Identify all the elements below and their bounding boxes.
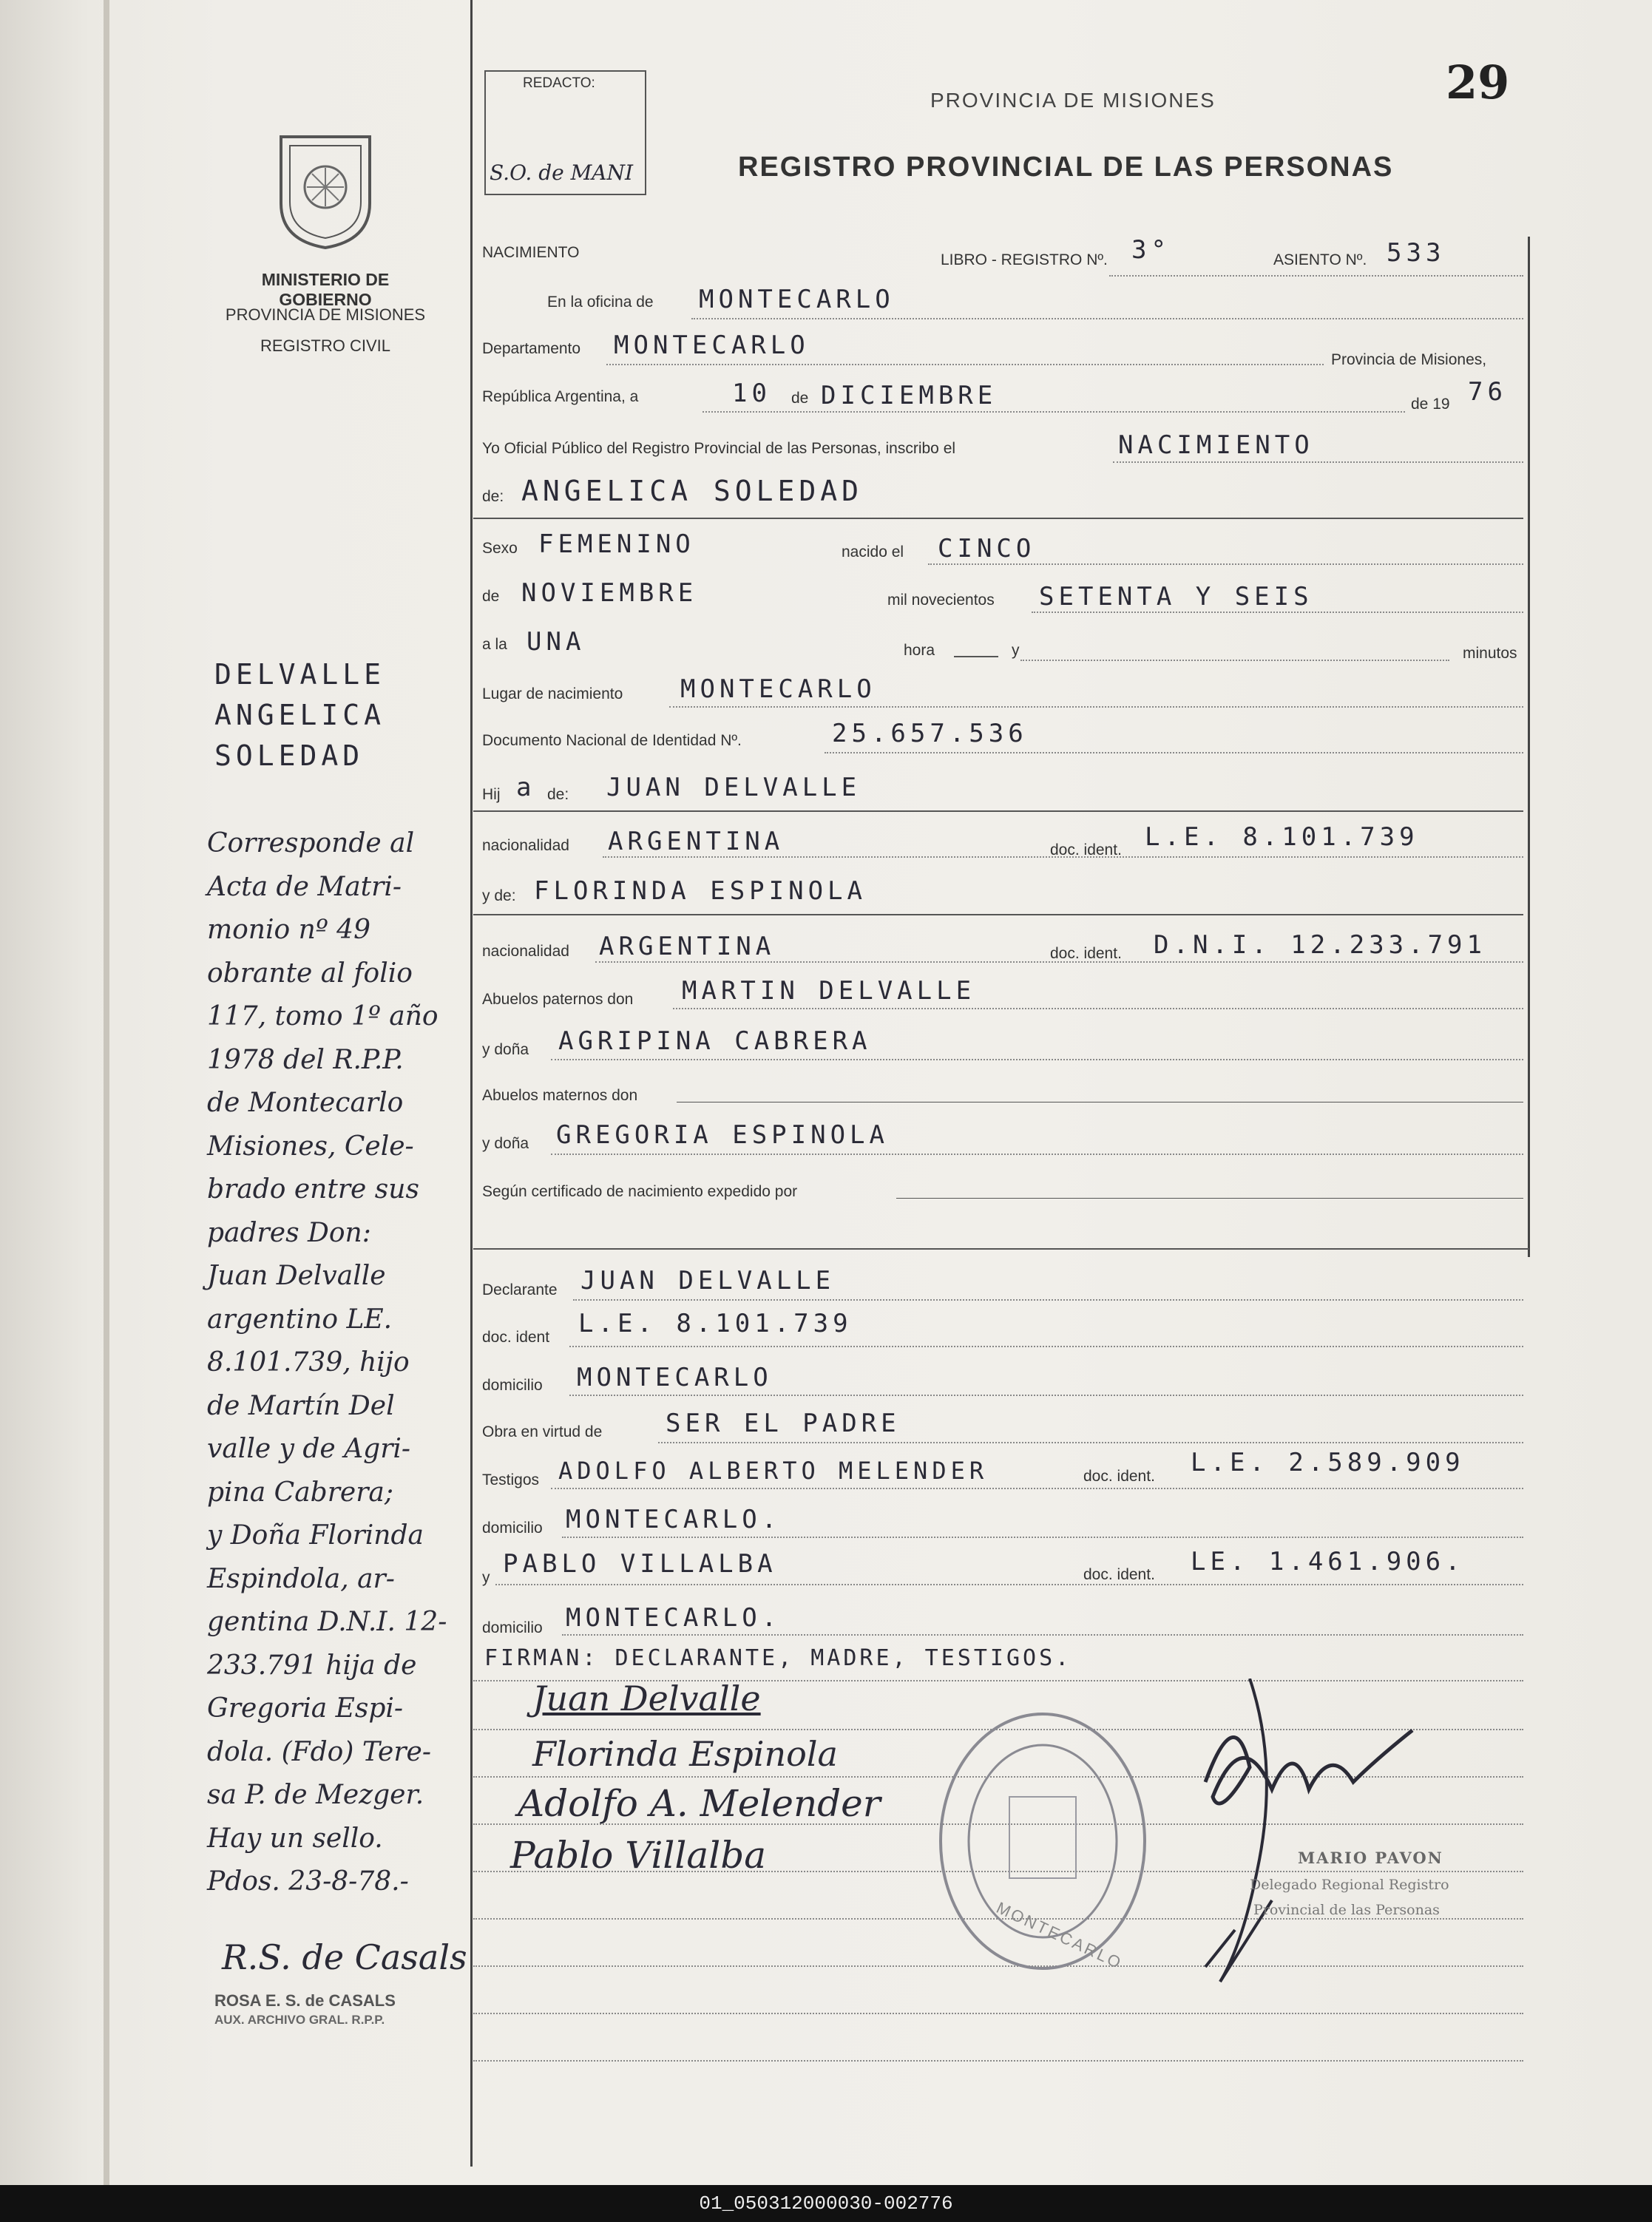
lugar-label: Lugar de nacimiento — [482, 685, 623, 702]
mil-label: mil novecientos — [887, 592, 995, 609]
nac1-label: nacionalidad — [482, 837, 569, 854]
dotted-line — [658, 1442, 1523, 1443]
nac2-value: ARGENTINA — [599, 932, 776, 961]
doc1-value: L.E. 8.101.739 — [1145, 822, 1419, 852]
doct2-label: doc. ident. — [1083, 1566, 1155, 1583]
doct1-value: L.E. 2.589.909 — [1191, 1448, 1465, 1477]
docdecl-label: doc. ident — [482, 1329, 550, 1346]
nac2-label: nacionalidad — [482, 943, 569, 960]
mes-value: DICIEMBRE — [821, 381, 998, 410]
y2-label: y — [482, 1569, 490, 1586]
mes-nac-label: de — [482, 588, 500, 605]
domicilio2-label: domicilio — [482, 1520, 543, 1537]
dotted-line — [551, 1059, 1523, 1060]
nac1-value: ARGENTINA — [608, 827, 785, 856]
dotted-line — [1020, 660, 1449, 661]
dni-label: Documento Nacional de Identidad Nº. — [482, 732, 742, 749]
declarante-label: Declarante — [482, 1281, 558, 1298]
de-label: de — [791, 390, 809, 407]
madre-value: FLORINDA ESPINOLA — [534, 876, 867, 906]
dni-value: 25.657.536 — [832, 719, 1028, 748]
dotted-line — [703, 411, 1405, 413]
hij-label: Hij — [482, 786, 501, 803]
signature-declarante: Juan Delvalle — [532, 1679, 761, 1718]
side-note-line: monio nº 49 — [207, 915, 370, 945]
official-title-2: Provincial de las Personas — [1253, 1902, 1440, 1918]
anio-value: 76 — [1468, 377, 1507, 407]
sexo-label: Sexo — [482, 540, 518, 557]
libro-value: 3° — [1131, 235, 1171, 265]
dotted-line — [1032, 612, 1523, 613]
side-note-line: Espindola, ar- — [207, 1563, 395, 1594]
dotted-line — [573, 1299, 1523, 1301]
yde-label: y de: — [482, 887, 516, 904]
side-note-line: Pdos. 23-8-78.- — [207, 1866, 409, 1897]
firman-value: FIRMAN: DECLARANTE, MADRE, TESTIGOS. — [484, 1645, 1072, 1671]
official-signature-icon — [1191, 1679, 1442, 1989]
ministry-name: MINISTERIO DE GOBIERNO — [261, 270, 390, 309]
side-note-line: padres Don: — [207, 1217, 371, 1248]
nombre-value: ANGELICA SOLEDAD — [521, 475, 864, 507]
signature-testigo2: Pablo Villalba — [510, 1834, 767, 1877]
section-rule — [473, 914, 1523, 915]
dotted-line — [606, 364, 1324, 365]
side-name-line-2: ANGELICA — [214, 699, 386, 731]
oficial-label: Yo Oficial Público del Registro Provincial de las Personas, inscribo el — [482, 440, 956, 457]
right-margin-rule — [1528, 237, 1530, 1257]
dona1-label: y doña — [482, 1041, 529, 1058]
side-name-line-3: SOLEDAD — [214, 739, 365, 772]
domicilio3-label: domicilio — [482, 1619, 543, 1636]
page-number: 29 — [1446, 55, 1510, 109]
redacto-value: S.O. de MANI — [490, 160, 634, 185]
side-note-line: Hay un sello. — [207, 1823, 383, 1854]
side-note-line: Acta de Matri- — [207, 871, 402, 902]
hora-a-label: a la — [482, 636, 507, 653]
doct1-label: doc. ident. — [1083, 1468, 1155, 1485]
testigos-label: Testigos — [482, 1471, 540, 1488]
departamento-value: MONTECARLO — [614, 331, 810, 360]
mes-nac-value: NOVIEMBRE — [521, 578, 698, 608]
departamento-label: Departamento — [482, 340, 581, 357]
side-note-line: de Montecarlo — [207, 1088, 404, 1118]
libro-label: LIBRO - REGISTRO Nº. — [941, 251, 1108, 268]
side-note-line: 8.101.739, hijo — [207, 1347, 410, 1378]
dash-line — [954, 656, 998, 657]
abuelos-mat-label: Abuelos maternos don — [482, 1087, 638, 1104]
dotted-line — [569, 1346, 1523, 1347]
section-rule — [473, 1248, 1529, 1250]
official-title-1: Delegado Regional Registro — [1250, 1877, 1449, 1893]
hij-de-label: de: — [547, 786, 569, 803]
left-margin-rule — [470, 0, 473, 2167]
obra-label: Obra en virtud de — [482, 1423, 603, 1440]
nacido-label: nacido el — [842, 543, 904, 560]
dotted-line — [495, 1584, 1523, 1585]
dotted-line — [473, 2013, 1523, 2014]
dotted-line — [673, 1008, 1523, 1009]
hora-value: UNA — [527, 627, 586, 657]
asiento-value: 533 — [1387, 238, 1446, 268]
oficial-value: NACIMIENTO — [1118, 430, 1314, 460]
oficina-value: MONTECARLO — [699, 285, 895, 314]
abuelo-pat-value: MARTIN DELVALLE — [682, 976, 976, 1006]
redacto-label: REDACTO: — [523, 75, 595, 91]
dotted-line — [551, 1488, 1523, 1489]
testigo1-value: ADOLFO ALBERTO MELENDER — [558, 1457, 989, 1485]
anio-label: de 19 — [1411, 396, 1450, 413]
record-type-label: NACIMIENTO — [482, 244, 580, 261]
dona2-label: y doña — [482, 1135, 529, 1152]
asiento-label: ASIENTO Nº. — [1273, 251, 1367, 268]
page-spine — [104, 0, 109, 2185]
dotted-line — [473, 2060, 1523, 2062]
registry-title: REGISTRO PROVINCIAL DE LAS PERSONAS — [738, 152, 1394, 183]
side-note-line: 117, tomo 1º año — [207, 1001, 439, 1032]
dotted-line — [603, 856, 1523, 858]
nacido-value: CINCO — [938, 534, 1036, 563]
domicilio2-value: MONTECARLO. — [566, 1505, 782, 1534]
side-note-line: Misiones, Cele- — [207, 1131, 414, 1162]
side-footer-name: ROSA E. S. de CASALS — [214, 1991, 396, 2010]
side-note-line: brado entre sus — [207, 1174, 419, 1205]
minutos-label: minutos — [1463, 645, 1517, 662]
domicilio1-label: domicilio — [482, 1377, 543, 1394]
declarante-value: JUAN DELVALLE — [580, 1266, 836, 1295]
lugar-value: MONTECARLO — [680, 674, 876, 704]
nombre-label: de: — [482, 488, 504, 505]
hora-label: hora — [904, 642, 935, 659]
province-heading: PROVINCIA DE MISIONES — [930, 89, 1216, 112]
dotted-line — [928, 563, 1523, 565]
dotted-line — [1113, 461, 1523, 463]
abuela-mat-value: GREGORIA ESPINOLA — [556, 1120, 889, 1150]
signature-testigo1: Adolfo A. Melender — [518, 1782, 881, 1825]
side-name-line-1: DELVALLE — [214, 658, 386, 691]
doc2-label: doc. ident. — [1050, 945, 1122, 962]
side-footer-signature: R.S. de Casals — [222, 1937, 467, 1977]
side-note-line: Gregoria Espi- — [207, 1693, 404, 1724]
doc1-label: doc. ident. — [1050, 841, 1122, 858]
side-note-line: 233.791 hija de — [207, 1650, 417, 1681]
section-rule — [473, 810, 1523, 812]
doc2-value: D.N.I. 12.233.791 — [1154, 930, 1486, 960]
side-note-line: Corresponde al — [207, 828, 415, 858]
docdecl-value: L.E. 8.101.739 — [578, 1309, 853, 1338]
dotted-line — [1109, 275, 1523, 277]
ministry-province: PROVINCIA DE MISIONES — [225, 305, 426, 324]
redacto-box — [484, 70, 646, 195]
side-note-line: obrante al folio — [207, 958, 413, 989]
side-note-line: de Martín Del — [207, 1390, 395, 1421]
stamp-center-text: MONTECARLO — [993, 1898, 1126, 1974]
dotted-line — [569, 1395, 1523, 1396]
ministry-registry: REGISTRO CIVIL — [260, 336, 391, 355]
padre-value: JUAN DELVALLE — [606, 773, 861, 802]
side-note-line: dola. (Fdo) Tere- — [207, 1736, 432, 1767]
side-note-line: argentino LE. — [207, 1304, 393, 1335]
side-note-line: gentina D.N.I. 12- — [207, 1607, 447, 1637]
oficina-label: En la oficina de — [547, 294, 654, 311]
ministry-seal-icon — [274, 129, 377, 251]
side-footer-role: AUX. ARCHIVO GRAL. R.P.P. — [214, 2013, 385, 2027]
y-label: y — [1012, 642, 1020, 659]
dotted-line — [669, 706, 1523, 708]
hij-suffix: a — [516, 773, 536, 802]
dotted-line — [691, 318, 1523, 319]
dotted-line — [825, 752, 1523, 753]
image-caption: 01_050312000030-002776 — [0, 2185, 1652, 2222]
dia-value: 10 — [732, 379, 771, 408]
doct2-value: LE. 1.461.906. — [1191, 1547, 1465, 1576]
domicilio3-value: MONTECARLO. — [566, 1603, 782, 1633]
official-name: MARIO PAVON — [1298, 1849, 1443, 1867]
domicilio1-value: MONTECARLO — [577, 1363, 773, 1392]
mil-value: SETENTA Y SEIS — [1039, 582, 1313, 612]
blank-line — [896, 1198, 1523, 1199]
side-note-line: y Doña Florinda — [207, 1520, 424, 1551]
side-note-line: 1978 del R.P.P. — [207, 1044, 404, 1075]
republica-label: República Argentina, a — [482, 388, 639, 405]
side-note-line: valle y de Agri- — [207, 1434, 411, 1464]
sexo-value: FEMENINO — [538, 529, 695, 559]
dotted-line — [562, 1537, 1523, 1538]
section-rule — [473, 518, 1523, 519]
provincia-label: Provincia de Misiones, — [1331, 351, 1487, 368]
abuela-pat-value: AGRIPINA CABRERA — [558, 1026, 872, 1056]
dotted-line — [595, 961, 1523, 963]
obra-value: SER EL PADRE — [666, 1409, 901, 1438]
segun-label: Según certificado de nacimiento expedido por — [482, 1183, 798, 1200]
side-note-line: Juan Delvalle — [207, 1261, 386, 1291]
testigo2-value: PABLO VILLALBA — [503, 1549, 777, 1579]
dotted-line — [551, 1154, 1523, 1155]
dotted-line — [562, 1634, 1523, 1636]
signature-madre: Florinda Espinola — [532, 1734, 838, 1774]
side-note-line: pina Cabrera; — [207, 1477, 394, 1508]
abuelos-pat-label: Abuelos paternos don — [482, 991, 634, 1008]
side-note-line: sa P. de Mezger. — [207, 1780, 424, 1810]
